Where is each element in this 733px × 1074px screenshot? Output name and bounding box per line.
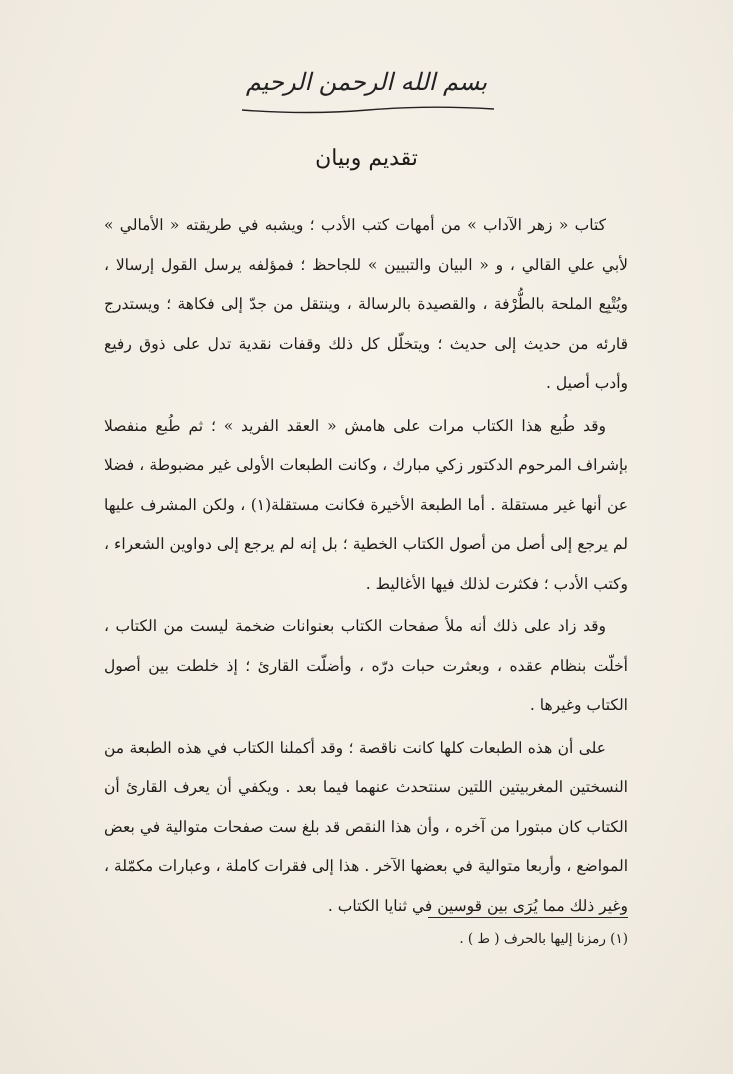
basmala-heading [0, 68, 733, 96]
paragraph-4: على أن هذه الطبعات كلها كانت ناقصة ؛ وقد أكملنا الكتاب في هذه الطبعة من النسختين المغربيتين اللتين سنتحدث عنهما فيما بعد . ويكفي أن يعرف القارئ أن الكتاب كان مبتورا من آخره ، وأن هذا النقص قد بلغ ست صفحات متوالية في بعض المواضع ، وأربعا متوالية في بعضها الآخر . هذا إلى فقرات كاملة ، وعبارات مكمّلة ، وغير ذلك مما يُرَى بين قوسين في ثنايا الكتاب . [104, 738, 628, 915]
basmala-text: بسم الله الرحمن الرحيم [245, 68, 488, 96]
paragraph-2: وقد طُبع هذا الكتاب مرات على هامش « العقد الفريد » ؛ ثم طُبع منفصلا بإشراف المرحوم الدكتور زكي مبارك ، وكانت الطبعات الأولى غير مضبوطة ، فضلا عن أنها غير مستقلة . أما الطبعة الأخيرة فكانت مستقلة(١) ، ولكن المشرف عليها لم يرجع إلى أصل من أصول الكتاب الخطية ؛ بل إنه لم يرجع إلى دواوين الشعراء ، وكتب الأدب ؛ فكثرت لذلك فيها الأغاليط . [104, 416, 629, 593]
section-title: تقديم وبيان [315, 146, 418, 171]
paragraph-1: كتاب « زهر الآداب » من أمهات كتب الأدب ؛ ويشبه في طريقته « الأمالي » لأبي علي القالي ، و « البيان والتبيين » للجاحظ ؛ فمؤلفه يرسل القول إرسالا ، ويُتْبِع الملحة بالطُّرْفة ، والقصيدة بالرسالة ، وينتقل من جدّ إلى فكاهة ؛ ويستدرج قارئه من حديث إلى حديث ؛ ويتخلّل كل ذلك وقفات نقدية تدل على ذوق رفيع وأدب أصيل . [104, 216, 628, 392]
footnote: (١) رمزنا إليها بالحرف ( ط ) . [459, 931, 628, 947]
basmala-underline-flourish [238, 104, 498, 116]
paragraph-3: وقد زاد على ذلك أنه ملأ صفحات الكتاب بعنوانات ضخمة ليست من الكتاب ، أخلّت بنظام عقده ، وبعثرت حبات درّه ، وأضلّت القارئ ؛ إذ خلطت بين أصول الكتاب وغيرها . [104, 617, 628, 714]
body-text [104, 206, 628, 926]
footnote-separator [428, 917, 628, 918]
